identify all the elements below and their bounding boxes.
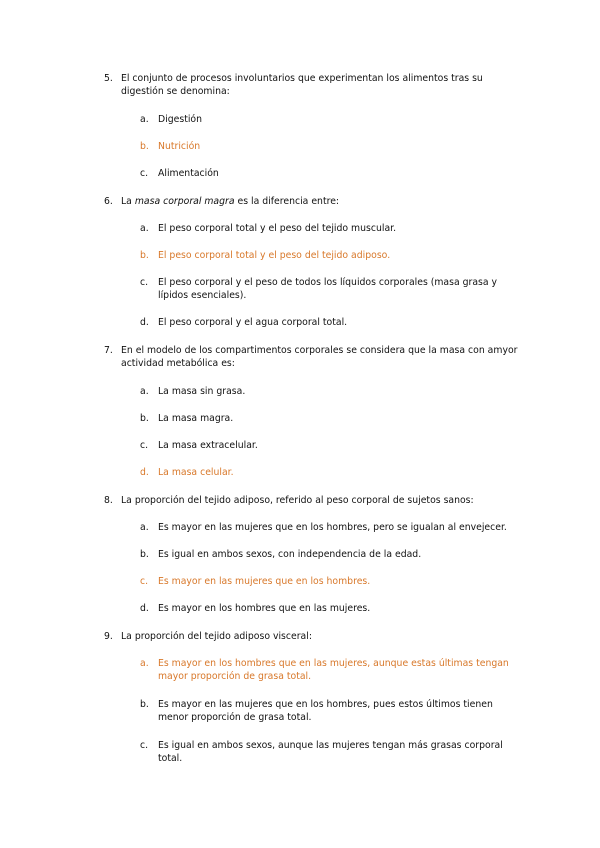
option-text: La masa celular. xyxy=(158,467,234,478)
option-7b xyxy=(140,412,525,425)
question-9 xyxy=(104,630,524,643)
option-text: Es igual en ambos sexos, con independencia de la edad. xyxy=(158,549,422,560)
option-text: El peso corporal y el agua corporal total. xyxy=(158,317,348,328)
option-letter: c. xyxy=(140,440,149,451)
question-emphasis: masa corporal magra xyxy=(134,196,235,207)
option-letter: d. xyxy=(140,317,149,328)
option-text: Es mayor en las mujeres que en los hombres, pero se igualan al envejecer. xyxy=(158,522,507,533)
question-number: 6. xyxy=(104,196,113,207)
option-letter: b. xyxy=(140,250,149,261)
option-7d-correct xyxy=(140,466,525,479)
question-8 xyxy=(104,494,524,507)
option-9b xyxy=(140,698,525,724)
option-6d xyxy=(140,316,525,329)
option-letter: c. xyxy=(140,740,149,751)
option-letter: b. xyxy=(140,413,149,424)
option-text: Es mayor en las mujeres que en los hombres, pues estos últimos tienen menor proporción de grasa total. xyxy=(158,699,493,723)
option-letter: d. xyxy=(140,467,149,478)
option-5b-correct xyxy=(140,140,525,153)
option-text: La masa extracelular. xyxy=(158,440,258,451)
option-6a xyxy=(140,222,525,235)
option-6c xyxy=(140,276,525,302)
option-text: El peso corporal total y el peso del tejido adiposo. xyxy=(158,250,391,261)
option-letter: b. xyxy=(140,549,149,560)
question-number: 7. xyxy=(104,345,113,356)
option-letter: a. xyxy=(140,223,149,234)
option-letter: a. xyxy=(140,114,149,125)
option-5c xyxy=(140,167,525,180)
option-letter: b. xyxy=(140,699,149,710)
question-text: La proporción del tejido adiposo visceral: xyxy=(121,631,312,642)
option-8d xyxy=(140,602,525,615)
option-text: El peso corporal total y el peso del tejido muscular. xyxy=(158,223,397,234)
option-text: Es igual en ambos sexos, aunque las mujeres tengan más grasas corporal total. xyxy=(158,740,503,764)
option-text: Es mayor en las mujeres que en los hombres. xyxy=(158,576,371,587)
option-letter: a. xyxy=(140,522,149,533)
option-text: La masa magra. xyxy=(158,413,234,424)
option-text: Es mayor en los hombres que en las mujeres, aunque estas últimas tengan mayor proporción de grasa total. xyxy=(158,658,509,682)
question-6 xyxy=(104,195,524,208)
option-7a xyxy=(140,385,525,398)
question-number: 5. xyxy=(104,73,113,84)
question-text: La proporción del tejido adiposo, referido al peso corporal de sujetos sanos: xyxy=(121,495,474,506)
option-text: La masa sin grasa. xyxy=(158,386,246,397)
option-text: Es mayor en los hombres que en las mujeres. xyxy=(158,603,371,614)
option-letter: c. xyxy=(140,576,149,587)
option-8a xyxy=(140,521,525,534)
question-text xyxy=(121,195,524,208)
option-8b xyxy=(140,548,525,561)
question-text: En el modelo de los compartimentos corporales se considera que la masa con amyor actividad metabólica es: xyxy=(121,345,518,369)
option-7c xyxy=(140,439,525,452)
option-text: Nutrición xyxy=(158,141,201,152)
option-letter: c. xyxy=(140,168,149,179)
option-9a-correct xyxy=(140,657,525,683)
option-letter: a. xyxy=(140,658,149,669)
question-7 xyxy=(104,344,524,370)
option-8c-correct xyxy=(140,575,525,588)
option-letter: c. xyxy=(140,277,149,288)
question-text: El conjunto de procesos involuntarios que experimentan los alimentos tras su digestión se denomina: xyxy=(121,73,483,97)
option-letter: d. xyxy=(140,603,149,614)
option-text: El peso corporal y el peso de todos los líquidos corporales (masa grasa y lípidos esenciales). xyxy=(158,277,498,301)
question-number: 9. xyxy=(104,631,113,642)
option-text: Digestión xyxy=(158,114,203,125)
option-9c xyxy=(140,739,525,765)
question-5 xyxy=(104,72,524,98)
option-letter: b. xyxy=(140,141,149,152)
question-text-start: La xyxy=(121,196,132,207)
question-number: 8. xyxy=(104,495,113,506)
question-text-end: es la diferencia entre: xyxy=(237,196,340,207)
option-letter: a. xyxy=(140,386,149,397)
option-text: Alimentación xyxy=(158,168,219,179)
option-6b-correct xyxy=(140,249,525,262)
option-5a xyxy=(140,113,525,126)
